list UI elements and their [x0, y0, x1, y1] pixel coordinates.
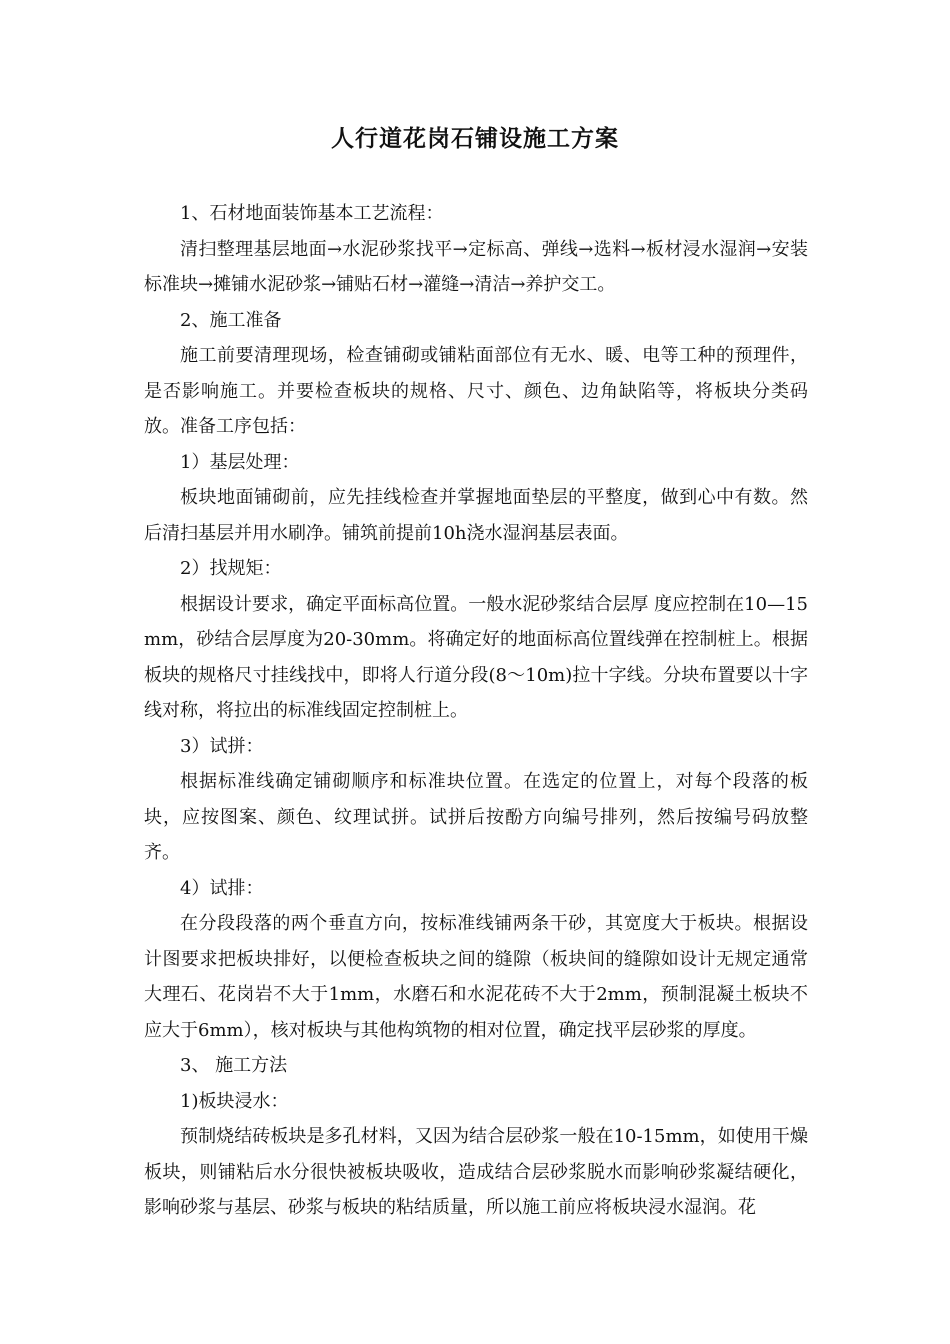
- paragraph-preparation: 施工前要清理现场，检查铺砌或铺粘面部位有无水、暖、电等工种的预理件，是否影响施工。并要检查板块的规格、尺寸、颜色、边角缺陷等，将板块分类码放。准备工序包括：: [144, 345, 808, 437]
- paragraph-base-treatment: 板块地面铺砌前，应先挂线检查并掌握地面垫层的平整度，做到心中有数。然后清扫基层并用水刷净。铺筑前提前10h浇水湿润基层表面。: [144, 487, 808, 544]
- subheading-trial-arrangement: 4）试排：: [180, 877, 264, 899]
- paragraph-layout-rules: 根据设计要求，确定平面标高位置。一般水泥砂浆结合层厚 度应控制在10—15mm，砂结合层厚度为20-30mm。将确定好的地面标高位置线弹在控制桩上。根据板块的规格尺寸挂线找中，即将人行道分段(8～10m)拉十字线。分块布置要以十字线对称，将拉出的标准线固定控制桩上。: [144, 593, 808, 721]
- subheading-base-treatment: 1）基层处理：: [180, 451, 300, 473]
- document-body: [144, 196, 808, 1226]
- paragraph-process-flow: 清扫整理基层地面→水泥砂浆找平→定标高、弹线→选料→板材浸水湿润→安装标准块→摊铺水泥砂浆→铺贴石材→灌缝→清洁→养护交工。: [144, 238, 808, 295]
- subheading-soaking: 1)板块浸水：: [180, 1090, 289, 1112]
- paragraph-trial-assembly: 根据标准线确定铺砌顺序和标准块位置。在选定的位置上，对每个段落的板块，应按图案、颜色、纹理试拼。试拼后按酚方向编号排列，然后按编号码放整齐。: [144, 771, 808, 863]
- section-heading-preparation: 2、施工准备: [180, 309, 282, 331]
- paragraph-trial-arrangement: 在分段段落的两个垂直方向，按标准线铺两条干砂，其宽度大于板块。根据设计图要求把板块排好，以便检查板块之间的缝隙（板块间的缝隙如设计无规定通常大理石、花岗岩不大于1mm，水磨石和水泥花砖不大于2mm，预制混凝土板块不应大于6mm），核对板块与其他构筑物的相对位置，确定找平层砂浆的厚度。: [144, 913, 808, 1041]
- paragraph-soaking: 预制烧结砖板块是多孔材料，又因为结合层砂浆一般在10-15mm，如使用干燥板块，则铺粘后水分很快被板块吸收，造成结合层砂浆脱水而影响砂浆凝结硬化，影响砂浆与基层、砂浆与板块的粘结质量，所以施工前应将板块浸水湿润。花: [144, 1126, 808, 1218]
- document-title: 人行道花岗石铺设施工方案: [331, 126, 619, 152]
- section-heading-method: 3、 施工方法: [180, 1055, 288, 1076]
- subheading-trial-assembly: 3）试拼：: [180, 735, 264, 757]
- subheading-layout-rules: 2）找规矩：: [180, 558, 282, 579]
- section-heading-process: 1、石材地面装饰基本工艺流程：: [180, 203, 444, 224]
